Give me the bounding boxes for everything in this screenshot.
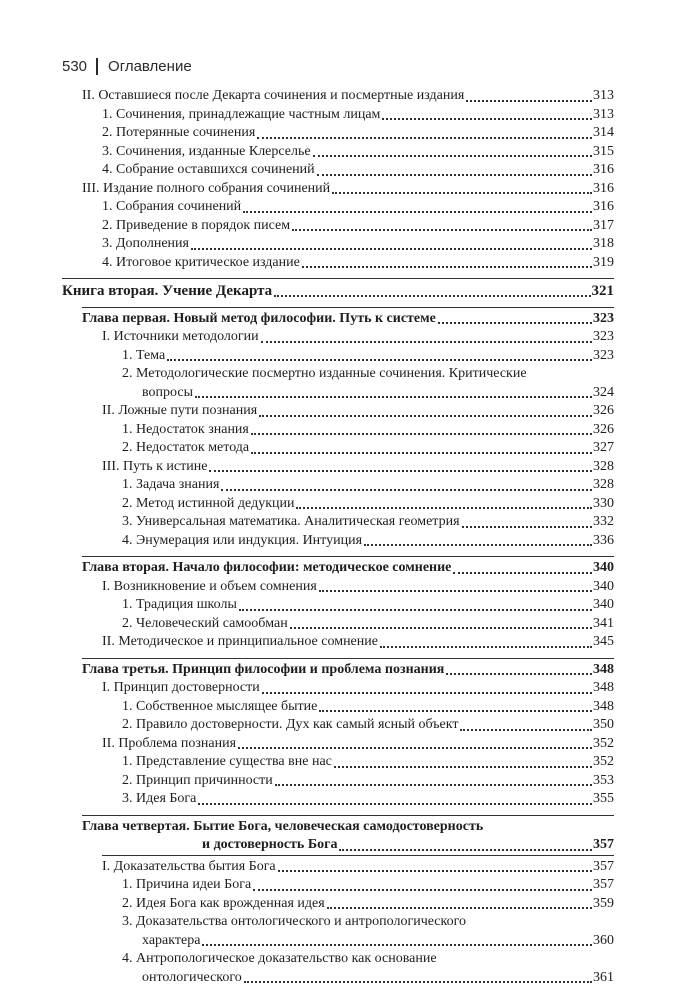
- toc-entry[interactable]: III. Путь к истине 328: [102, 458, 614, 474]
- leader-dots: [244, 981, 592, 983]
- leader-dots: [327, 907, 592, 909]
- toc-entry[interactable]: 1. Традиция школы 340: [122, 597, 614, 612]
- toc-entry[interactable]: II. Методическое и принципиальное сомнение 345: [102, 634, 614, 649]
- leader-dots: [319, 710, 592, 712]
- running-header: [62, 58, 192, 75]
- leader-dots: [243, 211, 592, 213]
- toc-chapter-entry[interactable]: Глава третья. Принцип философии и проблема познания 348: [82, 658, 614, 680]
- leader-dots: [332, 192, 592, 194]
- leader-dots: [292, 229, 592, 231]
- toc-chapter-entry[interactable]: Глава вторая. Начало философии: методическое сомнение 340: [82, 556, 614, 578]
- toc-entry[interactable]: 3. Дополнения 318: [102, 236, 614, 251]
- leader-dots: [290, 627, 592, 629]
- leader-dots: [462, 526, 592, 528]
- toc-entry[interactable]: 4. Итоговое критическое издание 319: [102, 254, 614, 270]
- toc-entry[interactable]: 3. Идея Бога 355: [122, 791, 614, 806]
- leader-dots: [319, 590, 592, 592]
- toc-entry[interactable]: 1. Сочинения, принадлежащие частным лицам 313: [102, 106, 614, 122]
- leader-dots: [202, 944, 592, 946]
- header-divider: [96, 58, 98, 75]
- toc-entry[interactable]: II. Ложные пути познания 326: [102, 403, 614, 418]
- page-number: 530: [62, 58, 88, 75]
- leader-dots: [364, 544, 592, 546]
- toc-entry[interactable]: 2. Правило достоверности. Дух как самый ясный объект 350: [122, 717, 614, 732]
- toc-entry[interactable]: 1. Причина идеи Бога 357: [122, 877, 614, 892]
- toc-entry-multiline[interactable]: 2. Методологические посмертно изданные сочинения. Критические вопросы 324: [122, 366, 614, 400]
- toc-entry-multiline[interactable]: 3. Доказательства онтологического и антропологического характера 360: [122, 914, 614, 948]
- leader-dots: [302, 266, 592, 268]
- toc-entry-multiline[interactable]: 4. Антропологическое доказательство как основание онтологического 361: [122, 951, 614, 985]
- leader-dots: [257, 137, 592, 139]
- toc-book-entry[interactable]: Книга вторая. Учение Декарта 321: [62, 278, 614, 301]
- toc-entry[interactable]: 2. Человеческий самообман 341: [122, 615, 614, 631]
- toc-entry[interactable]: 2. Приведение в порядок писем 317: [102, 217, 614, 233]
- leader-dots: [191, 248, 592, 250]
- leader-dots: [334, 766, 592, 768]
- toc-entry[interactable]: III. Издание полного собрания сочинений 316: [82, 180, 614, 196]
- toc-entry[interactable]: 4. Собрание оставшихся сочинений 316: [102, 162, 614, 177]
- leader-dots: [195, 396, 592, 398]
- toc-chapter-entry-multiline[interactable]: Глава четвертая. Бытие Бога, человеческая самодостоверность и достоверность Бога 357: [82, 815, 614, 855]
- leader-dots: [253, 889, 592, 891]
- toc-entry[interactable]: 2. Принцип причинности 353: [122, 772, 614, 788]
- toc-entry[interactable]: I. Принцип достоверности 348: [102, 680, 614, 695]
- leader-dots: [317, 174, 592, 176]
- leader-dots: [380, 646, 592, 648]
- leader-dots: [221, 489, 592, 491]
- leader-dots: [278, 870, 592, 872]
- toc-entry[interactable]: I. Возникновение и объем сомнения 340: [102, 578, 614, 594]
- leader-dots: [198, 803, 592, 805]
- toc-entry[interactable]: 3. Сочинения, изданные Клерселье 315: [102, 143, 614, 159]
- table-of-contents: [62, 87, 614, 987]
- toc-entry[interactable]: 2. Метод истинной дедукции 330: [122, 495, 614, 511]
- leader-dots: [261, 341, 592, 343]
- toc-entry[interactable]: 1. Тема 323: [122, 347, 614, 363]
- leader-dots: [167, 359, 592, 361]
- toc-entry[interactable]: 4. Энумерация или индукция. Интуиция 336: [122, 532, 614, 548]
- toc-entry[interactable]: II. Проблема познания 352: [102, 735, 614, 751]
- toc-entry[interactable]: I. Доказательства бытия Бога 357: [102, 855, 614, 877]
- section-title: Оглавление: [108, 58, 192, 75]
- leader-dots: [438, 322, 592, 324]
- toc-entry[interactable]: 2. Недостаток метода 327: [122, 440, 614, 455]
- toc-chapter-entry[interactable]: Глава первая. Новый метод философии. Путь к системе 323: [82, 307, 614, 329]
- leader-dots: [259, 415, 592, 417]
- leader-dots: [238, 747, 592, 749]
- leader-dots: [382, 118, 592, 120]
- toc-entry[interactable]: 1. Задача знания 328: [122, 477, 614, 492]
- leader-dots: [466, 100, 592, 102]
- leader-dots: [275, 784, 592, 786]
- toc-entry[interactable]: I. Источники методологии 323: [102, 329, 614, 344]
- leader-dots: [460, 729, 592, 731]
- toc-entry[interactable]: 1. Собственное мыслящее бытие 348: [122, 698, 614, 714]
- leader-dots: [339, 849, 592, 851]
- toc-entry[interactable]: 1. Недостаток знания 326: [122, 421, 614, 437]
- leader-dots: [239, 609, 592, 611]
- toc-entry[interactable]: 1. Собрания сочинений 316: [102, 199, 614, 214]
- toc-entry[interactable]: 2. Идея Бога как врожденная идея 359: [122, 895, 614, 911]
- leader-dots: [274, 295, 590, 297]
- leader-dots: [262, 692, 592, 694]
- toc-entry[interactable]: 3. Универсальная математика. Аналитическая геометрия 332: [122, 514, 614, 529]
- toc-entry[interactable]: 1. Представление существа вне нас 352: [122, 754, 614, 769]
- leader-dots: [446, 673, 592, 675]
- toc-entry[interactable]: 2. Потерянные сочинения 314: [102, 125, 614, 140]
- toc-entry[interactable]: II. Оставшиеся после Декарта сочинения и посмертные издания 313: [82, 88, 614, 103]
- leader-dots: [453, 572, 592, 574]
- leader-dots: [313, 155, 592, 157]
- leader-dots: [251, 452, 592, 454]
- leader-dots: [209, 470, 592, 472]
- leader-dots: [251, 433, 592, 435]
- leader-dots: [296, 507, 592, 509]
